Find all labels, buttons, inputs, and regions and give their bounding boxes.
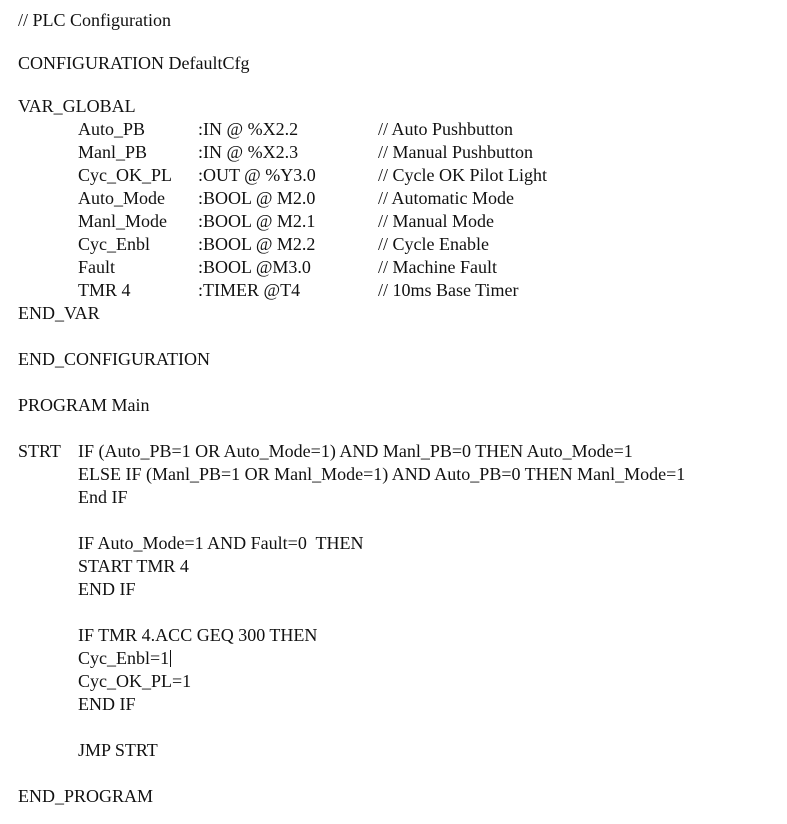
var-comment: // Manual Mode [378,211,494,231]
var-name: Cyc_OK_PL [78,165,172,185]
var-name: Fault [78,257,116,277]
jump-statement: JMP STRT [78,740,158,760]
configuration-line: CONFIGURATION DefaultCfg [18,53,250,73]
var-comment: // Cycle Enable [378,234,489,254]
var-name: TMR 4 [78,280,131,300]
end-program-keyword: END_PROGRAM [18,786,154,806]
var-name: Auto_Mode [78,188,165,208]
code-line-text: Cyc_Enbl=1 [78,648,170,668]
code-line-with-cursor[interactable] [78,647,171,669]
var-global-keyword: VAR_GLOBAL [18,96,136,116]
text-cursor [170,650,171,667]
end-var-keyword: END_VAR [18,303,100,323]
var-type: :IN @ %X2.3 [198,142,299,162]
code-line: IF (Auto_PB=1 OR Auto_Mode=1) AND Manl_PB=0 THEN Auto_Mode=1 [78,441,633,461]
var-name: Manl_PB [78,142,148,162]
var-comment: // Manual Pushbutton [378,142,534,162]
var-comment: // Auto Pushbutton [378,119,514,139]
var-comment: // Automatic Mode [378,188,514,208]
var-type: :OUT @ %Y3.0 [198,165,316,185]
code-line: IF TMR 4.ACC GEQ 300 THEN [78,625,318,645]
var-type: :BOOL @ M2.2 [198,234,316,254]
code-line: START TMR 4 [78,556,189,576]
var-name: Auto_PB [78,119,146,139]
var-comment: // 10ms Base Timer [378,280,519,300]
code-line: End IF [78,487,128,507]
var-comment: // Cycle OK Pilot Light [378,165,547,185]
var-type: :BOOL @ M2.0 [198,188,316,208]
code-line: ELSE IF (Manl_PB=1 OR Manl_Mode=1) AND Auto_PB=0 THEN Manl_Mode=1 [78,464,686,484]
code-line: END IF [78,694,136,714]
code-line: IF Auto_Mode=1 AND Fault=0 THEN [78,533,364,553]
jump-label: STRT [18,441,61,461]
var-type: :BOOL @M3.0 [198,257,311,277]
var-comment: // Machine Fault [378,257,497,277]
end-configuration-keyword: END_CONFIGURATION [18,349,210,369]
code-line: Cyc_OK_PL=1 [78,671,192,691]
code-line: END IF [78,579,136,599]
var-name: Cyc_Enbl [78,234,150,254]
header-comment: // PLC Configuration [18,10,171,30]
var-type: :BOOL @ M2.1 [198,211,316,231]
var-name: Manl_Mode [78,211,167,231]
var-type: :IN @ %X2.2 [198,119,299,139]
var-type: :TIMER @T4 [198,280,301,300]
program-line: PROGRAM Main [18,395,150,415]
